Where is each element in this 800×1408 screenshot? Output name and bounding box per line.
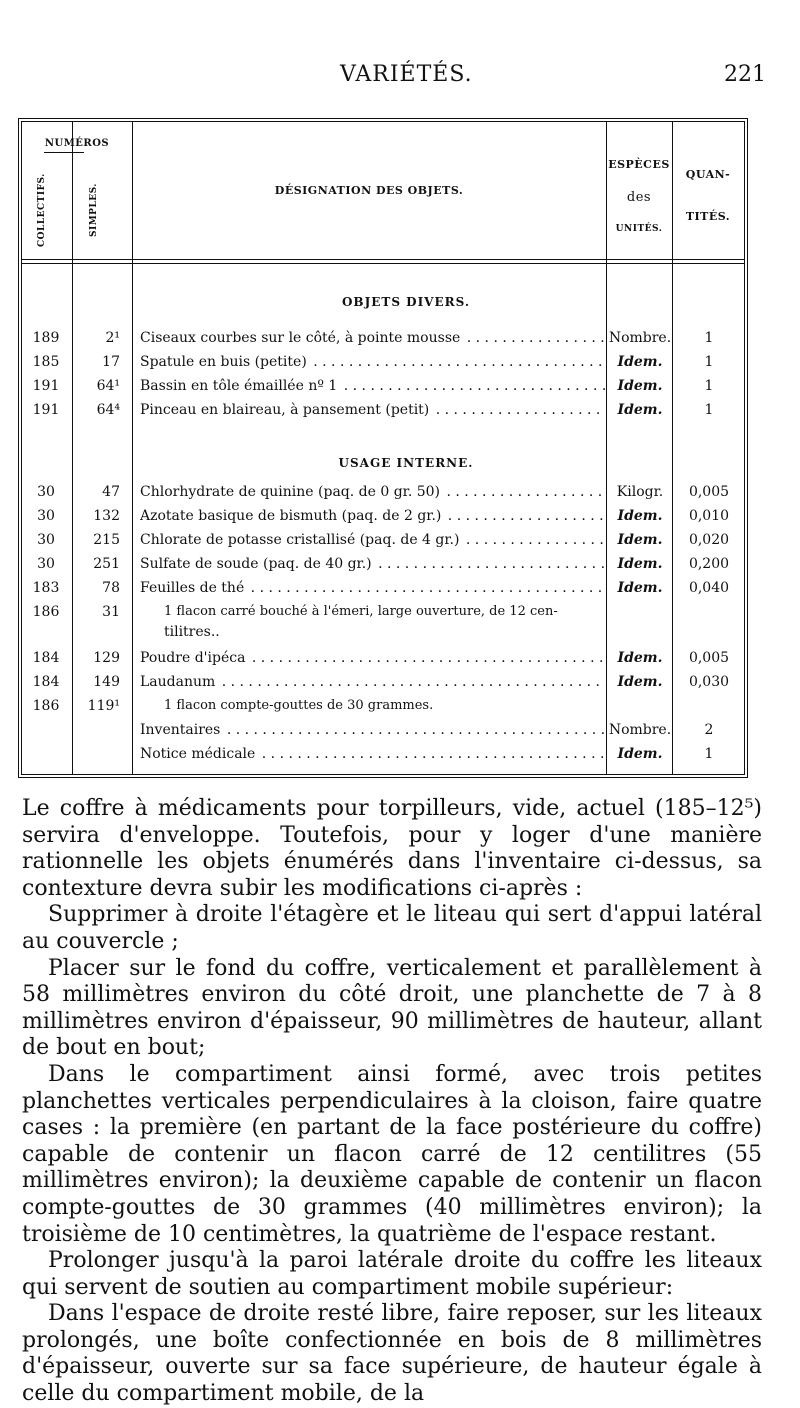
paragraph: Placer sur le fond du coffre, verticalement et parallèlement à 58 millimètres environ du côté droit, une planchette de 7 à 8 millimètres environ d'épaisseur, 90 millimètres de hauteur, allant de bout en bout; [22, 955, 762, 1061]
table-row [22, 698, 744, 720]
unit: Idem. [617, 354, 663, 370]
designation-text: Chlorate de potasse cristallisé (paq. de 4 gr.) [140, 532, 460, 548]
unit: Nombre. [608, 722, 672, 738]
table-row [22, 532, 744, 554]
unit: Idem. [617, 508, 663, 524]
collectif-number: 191 [32, 378, 60, 394]
designation [140, 354, 606, 370]
designation-text: Laudanum [140, 674, 216, 690]
paragraph: Supprimer à droite l'étagère et le liteau qui sert d'appui latéral au couvercle ; [22, 902, 762, 954]
table-row [22, 650, 744, 672]
designation [140, 722, 606, 738]
table-row [22, 722, 744, 744]
table-row [22, 604, 744, 626]
unit: Kilogr. [616, 484, 664, 500]
designation [140, 556, 606, 572]
paragraph: Dans le compartiment ainsi formé, avec trois petites planchettes verticales perpendiculaires à la cloison, faire quatre cases : la première (en partant de la face postérieure du coffre) capable de contenir un flacon carré de 12 centilitres (55 millimètres environ); la deuxième capable de contenir un flacon compte-gouttes de 30 grammes (40 millimètres environ); la troisième de 10 centimètres, la quatrième de l'espace restant. [22, 1061, 762, 1247]
collectif-number: 189 [32, 330, 60, 346]
collectif-number: 184 [32, 674, 60, 690]
collectif-number: 30 [37, 508, 55, 524]
collectif-number: 191 [32, 402, 60, 418]
collectif-number: 30 [37, 532, 55, 548]
header-simples: SIMPLES. [89, 183, 99, 237]
unit: Idem. [617, 650, 663, 666]
inventory-table [18, 118, 748, 778]
designation [140, 378, 606, 394]
header-rule-double [22, 263, 744, 264]
header-especes-des: des [626, 190, 652, 205]
simple-number: 47 [102, 484, 120, 500]
header-numeros: NUMÉROS [44, 138, 110, 149]
designation [140, 484, 606, 500]
quantity: 1 [704, 378, 714, 394]
table-row [22, 330, 744, 352]
designation [140, 674, 606, 690]
designation-text: Sulfate de soude (paq. de 40 gr.) [140, 556, 372, 572]
header-quantites: QUAN- [685, 168, 731, 181]
collectif-number: 186 [32, 604, 60, 620]
header-especes-unites: UNITÉS. [615, 224, 663, 234]
quantity: 0,020 [688, 532, 730, 548]
simple-number: 149 [93, 674, 120, 690]
unit: Idem. [617, 378, 663, 394]
quantity: 0,010 [688, 508, 730, 524]
designation-text: Spatule en buis (petite) [140, 354, 307, 370]
quantity: 2 [704, 722, 714, 738]
designation [140, 580, 606, 596]
designation-text: Poudre d'ipéca [140, 650, 246, 666]
collectif-number: 30 [37, 556, 55, 572]
simple-number: 64⁴ [96, 402, 120, 418]
table-row [22, 674, 744, 696]
table-row [22, 508, 744, 530]
paragraph: Le coffre à médicaments pour torpilleurs, vide, actuel (185–12⁵) servira d'enveloppe. Toutefois, pour y loger d'une manière rationnelle les objets énumérés dans l'inventaire ci-dessus, sa contexture devra subir les modifications ci-après : [22, 796, 762, 901]
designation-text: Azotate basique de bismuth (paq. de 2 gr.) [140, 508, 442, 524]
simple-number: 78 [102, 580, 120, 596]
unit: Idem. [617, 556, 663, 572]
unit: Idem. [617, 532, 663, 548]
quantity: 1 [704, 402, 714, 418]
designation [140, 650, 606, 666]
running-head [0, 62, 800, 92]
collectif-number: 183 [32, 580, 60, 596]
quantity: 0,200 [688, 556, 730, 572]
designation [140, 532, 606, 548]
header-designation: DÉSIGNATION DES OBJETS. [274, 184, 464, 197]
designation [140, 330, 606, 346]
designation [140, 508, 606, 524]
paragraph: Dans l'espace de droite resté libre, faire reposer, sur les liteaux prolongés, une boîte confectionnée en bois de 8 millimètres d'épaisseur, ouverte sur sa face supérieure, de hauteur égale à celle du compartiment mobile, de la [22, 1301, 762, 1407]
quantity: 0,040 [688, 580, 730, 596]
page-number: 221 [724, 62, 766, 87]
numeros-bracket [44, 152, 84, 153]
table-row [22, 484, 744, 506]
simple-number: 17 [102, 354, 120, 370]
header-rule [22, 259, 744, 260]
unit: Idem. [617, 580, 663, 596]
table-row [22, 580, 744, 602]
quantity: 0,005 [688, 650, 730, 666]
table-row [22, 378, 744, 400]
quantity: 1 [704, 330, 714, 346]
section-title: USAGE INTERNE. [338, 456, 474, 470]
unit: Idem. [617, 746, 663, 762]
designation: 1 flacon carré bouché à l'émeri, large ouverture, de 12 cen- [164, 604, 558, 619]
designation-text: Bassin en tôle émaillée nº 1 [140, 378, 338, 394]
designation-text: Inventaires [140, 722, 221, 738]
designation-continuation: tilitres.. [164, 624, 220, 640]
header-quantites-2: TITÉS. [685, 210, 731, 223]
designation-text: Chlorhydrate de quinine (paq. de 0 gr. 50) [140, 484, 440, 500]
collectif-number: 185 [32, 354, 60, 370]
quantity: 0,030 [688, 674, 730, 690]
unit: Idem. [617, 674, 663, 690]
unit: Idem. [617, 402, 663, 418]
simple-number: 251 [93, 556, 120, 572]
running-title: VARIÉTÉS. [340, 62, 473, 87]
quantity: 1 [704, 746, 714, 762]
table-row [22, 402, 744, 424]
quantity: 0,005 [688, 484, 730, 500]
table-row [22, 354, 744, 376]
designation-text: Pinceau en blaireau, à pansement (petit) [140, 402, 430, 418]
simple-number: 31 [102, 604, 120, 620]
collectif-number: 30 [37, 484, 55, 500]
simple-number: 119¹ [87, 698, 120, 714]
paragraph: Prolonger jusqu'à la paroi latérale droite du coffre les liteaux qui servent de soutien au compartiment mobile supérieur: [22, 1248, 762, 1300]
header-collectifs: COLLECTIFS. [37, 173, 47, 247]
simple-number: 129 [93, 650, 120, 666]
designation: 1 flacon compte-gouttes de 30 grammes. [164, 698, 434, 713]
collectif-number: 184 [32, 650, 60, 666]
collectif-number: 186 [32, 698, 60, 714]
simple-number: 2¹ [105, 330, 120, 346]
designation-text: Notice médicale [140, 746, 256, 762]
simple-number: 132 [93, 508, 120, 524]
header-especes: ESPÈCES [608, 158, 670, 171]
body-text [22, 796, 762, 1408]
table-row [22, 746, 744, 768]
section-title: OBJETS DIVERS. [341, 295, 471, 309]
designation [140, 402, 606, 418]
designation [140, 746, 606, 762]
table-row [22, 556, 744, 578]
simple-number: 64¹ [96, 378, 120, 394]
designation-text: Feuilles de thé [140, 580, 245, 596]
simple-number: 215 [93, 532, 120, 548]
designation-text: Ciseaux courbes sur le côté, à pointe mousse [140, 330, 461, 346]
unit: Nombre. [608, 330, 672, 346]
quantity: 1 [704, 354, 714, 370]
